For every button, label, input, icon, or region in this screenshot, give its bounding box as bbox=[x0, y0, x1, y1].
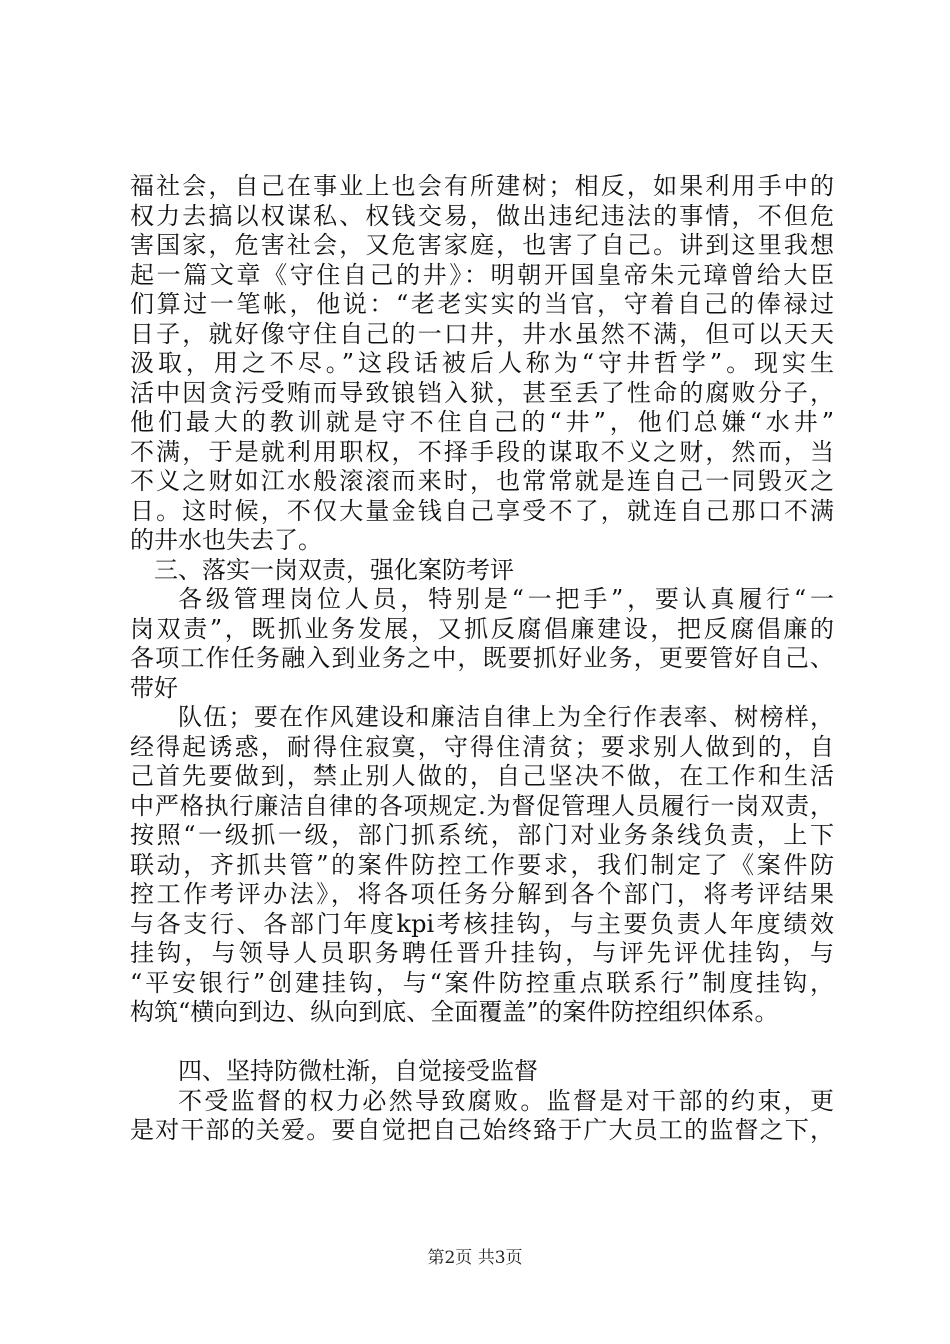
paragraph-line: 的井水也失去了。 bbox=[130, 526, 322, 554]
paragraph-line: 各级管理岗位人员，特别是“一把手”，要认真履行“一 bbox=[178, 585, 834, 613]
paragraph-line: 构筑“横向到边、纵向到底、全面覆盖”的案件防控组织体系。 bbox=[130, 998, 779, 1026]
section-heading-4: 四、坚持防微杜渐，自觉接受监督 bbox=[178, 1057, 538, 1085]
paragraph-line: 各项工作任务融入到业务之中，既要抓好业务，更要管好自己、 bbox=[130, 644, 834, 672]
paragraph-line: 按照“一级抓一级，部门抓系统，部门对业务条线负责，上下 bbox=[130, 821, 834, 849]
paragraph-line: 活中因贪污受贿而导致锒铛入狱，甚至丢了性命的腐败分子， bbox=[130, 378, 834, 407]
paragraph-line: 经得起诱惑，耐得住寂寞，守得住清贫；要求别人做到的，自 bbox=[130, 732, 834, 761]
paragraph-line: 权力去搞以权谋私、权钱交易，做出违纪违法的事情，不但危 bbox=[130, 201, 834, 230]
paragraph-line: 起一篇文章《守住自己的井》：明朝开国皇帝朱元璋曾给大臣 bbox=[130, 260, 834, 289]
page-number-footer: 第2页 共3页 bbox=[427, 1248, 523, 1268]
paragraph-line: 与各支行、各部门年度kpi考核挂钩，与主要负责人年度绩效 bbox=[130, 909, 834, 938]
section-heading-3: 三、落实一岗双责，强化案防考评 bbox=[154, 555, 514, 584]
paragraph-line: 不义之财如江水般滚滚而来时，也常常就是连自己一同毁灭之 bbox=[130, 467, 834, 495]
paragraph-line: 们算过一笔帐，他说：“老老实实的当官，守着自己的俸禄过 bbox=[130, 290, 834, 318]
paragraph-line: 日。这时候，不仅大量金钱自己享受不了，就连自己那口不满 bbox=[130, 496, 834, 525]
paragraph-line: 联动，齐抓共管”的案件防控工作要求，我们制定了《案件防 bbox=[130, 850, 834, 879]
paragraph-line: 己首先要做到，禁止别人做的，自己坚决不做，在工作和生活 bbox=[130, 762, 834, 790]
paragraph-line: 队伍；要在作风建设和廉洁自律上为全行作表率、树榜样， bbox=[178, 703, 834, 731]
paragraph-line: 中严格执行廉洁自律的各项规定.为督促管理人员履行一岗双责， bbox=[130, 791, 834, 820]
paragraph-line: 挂钩，与领导人员职务聘任晋升挂钩，与评先评优挂钩，与 bbox=[130, 939, 834, 967]
paragraph-line: 害国家，危害社会，又危害家庭，也害了自己。讲到这里我想 bbox=[130, 231, 834, 259]
paragraph-line: 不受监督的权力必然导致腐败。监督是对干部的约束，更 bbox=[178, 1086, 834, 1115]
paragraph-line: 福社会，自己在事业上也会有所建树；相反，如果利用手中的 bbox=[130, 172, 834, 200]
paragraph-line: 是对干部的关爱。要自觉把自己始终臵于广大员工的监督之下， bbox=[130, 1116, 834, 1144]
paragraph-line: 带好 bbox=[130, 673, 178, 702]
paragraph-line: 日子，就好像守住自己的一口井，井水虽然不满，但可以天天 bbox=[130, 319, 834, 348]
paragraph-line: 不满，于是就利用职权，不择手段的谋取不义之财，然而，当 bbox=[130, 437, 834, 466]
document-body bbox=[130, 172, 834, 1146]
paragraph-line: 控工作考评办法》，将各项任务分解到各个部门，将考评结果 bbox=[130, 880, 834, 908]
paragraph-line: 汲取，用之不尽。”这段话被后人称为“守井哲学”。现实生 bbox=[130, 349, 834, 377]
paragraph-line: 他们最大的教训就是守不住自己的“井”，他们总嫌“水井” bbox=[130, 408, 834, 436]
paragraph-line: 岗双责”，既抓业务发展，又抓反腐倡廉建设，把反腐倡廉的 bbox=[130, 614, 834, 643]
paragraph-line: “平安银行”创建挂钩，与“案件防控重点联系行”制度挂钩， bbox=[130, 968, 834, 997]
